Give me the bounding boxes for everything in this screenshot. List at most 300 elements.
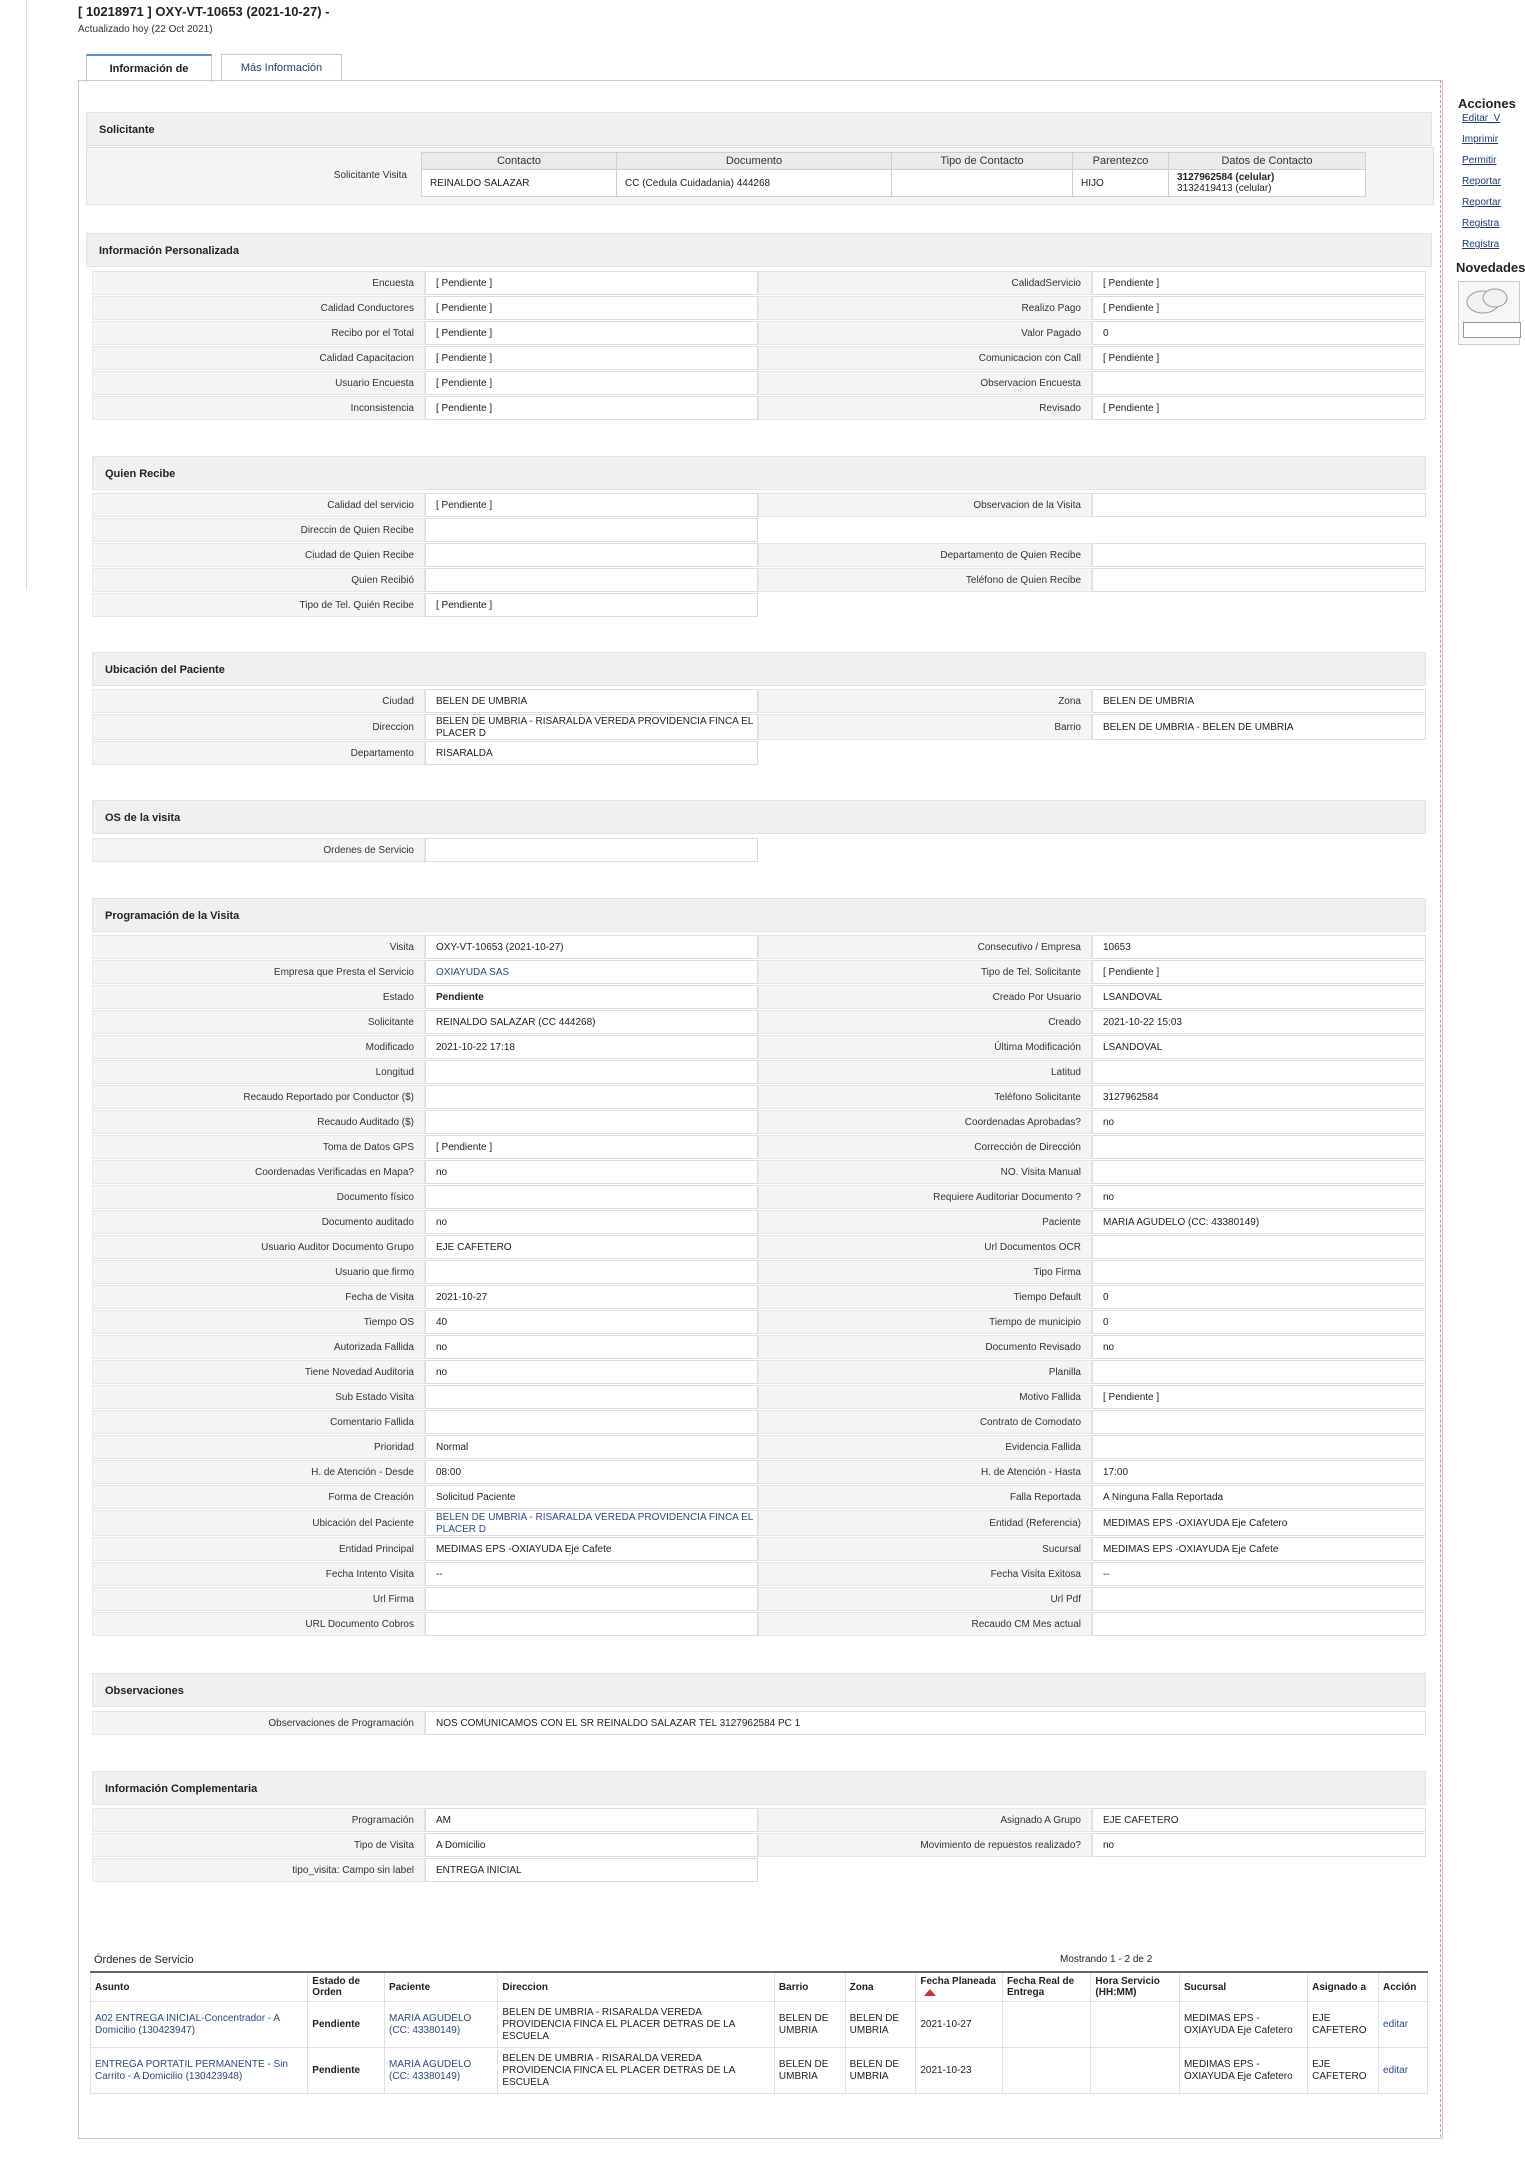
field-value: Normal	[425, 1435, 758, 1459]
cell-asunto[interactable]: ENTREGA PORTATIL PERMANENTE - Sin Carrito - A Domicilio (130423948)	[91, 2048, 308, 2094]
field-label: H. de Atención - Desde	[92, 1460, 425, 1484]
field-value: no	[1092, 1110, 1426, 1134]
field-label: Sucursal	[758, 1537, 1092, 1561]
section-title: Solicitante	[99, 124, 155, 136]
field-label: Estado	[92, 985, 425, 1009]
field-label: Falla Reportada	[758, 1485, 1092, 1509]
sidebar-divider	[1440, 80, 1441, 2137]
page-title: [ 10218971 ] OXY-VT-10653 (2021-10-27) -	[78, 4, 330, 19]
field-label: Observaciones de Programación	[92, 1711, 425, 1735]
field-label: Empresa que Presta el Servicio	[92, 960, 425, 984]
form-row	[92, 1385, 1426, 1410]
field-label: Calidad Conductores	[92, 296, 425, 320]
action-link[interactable]: Editar_V	[1462, 113, 1501, 124]
col-header[interactable]: Barrio	[774, 1972, 845, 2002]
field-value: no	[1092, 1833, 1426, 1857]
contact-relationship: HIJO	[1073, 170, 1169, 197]
field-value: [ Pendiente ]	[425, 493, 758, 517]
actions-sidebar	[1456, 96, 1525, 345]
field-value	[425, 1612, 758, 1636]
ordenes-table	[90, 1971, 1428, 2094]
col-header: Tipo de Contacto	[892, 153, 1073, 170]
col-header[interactable]: Asignado a	[1308, 1972, 1379, 2002]
field-label: Barrio	[758, 714, 1092, 740]
field-label: Documento auditado	[92, 1210, 425, 1234]
field-value: 17:00	[1092, 1460, 1426, 1484]
form-row	[92, 985, 1426, 1010]
field-label: Calidad Capacitacion	[92, 346, 425, 370]
field-label: Zona	[758, 689, 1092, 713]
form-row	[92, 396, 1426, 421]
field-label: Recaudo Auditado ($)	[92, 1110, 425, 1134]
col-header[interactable]: Zona	[845, 1972, 916, 2002]
section-title: Quien Recibe	[105, 468, 176, 480]
col-header: Parentezco	[1073, 153, 1169, 170]
programacion-grid	[92, 935, 1426, 1637]
field-value	[425, 1110, 758, 1134]
form-row	[92, 1335, 1426, 1360]
field-value	[1092, 1612, 1426, 1636]
field-label: Valor Pagado	[758, 321, 1092, 345]
form-row	[92, 960, 1426, 985]
form-row	[92, 714, 1426, 741]
field-label: Teléfono Solicitante	[758, 1085, 1092, 1109]
cell-fecha-real	[1002, 2002, 1090, 2048]
action-link[interactable]: Reportar	[1462, 197, 1501, 208]
form-row	[92, 1562, 1426, 1587]
field-label: Comentario Fallida	[92, 1410, 425, 1434]
field-value	[425, 1587, 758, 1611]
field-label: Fecha de Visita	[92, 1285, 425, 1309]
field-value: [ Pendiente ]	[1092, 1385, 1426, 1409]
section-title: Observaciones	[105, 1685, 184, 1697]
field-label: Usuario Encuesta	[92, 371, 425, 395]
form-row	[92, 1035, 1426, 1060]
cell-fecha-planeada: 2021-10-23	[916, 2048, 1003, 2094]
ubicacion-grid	[92, 689, 1426, 766]
form-row	[92, 1285, 1426, 1310]
field-label: Asignado A Grupo	[758, 1808, 1092, 1832]
cell-asunto[interactable]: A02 ENTREGA INICIAL-Concentrador - A Domicilio (130423947)	[91, 2002, 308, 2048]
edit-link[interactable]: editar	[1379, 2002, 1428, 2048]
cell-estado: Pendiente	[308, 2002, 385, 2048]
field-label: Teléfono de Quien Recibe	[758, 568, 1092, 592]
tab-mas-informacion[interactable]: Más Información	[221, 54, 342, 81]
form-row	[92, 518, 1426, 543]
field-value: [ Pendiente ]	[425, 346, 758, 370]
form-row	[92, 493, 1426, 518]
field-value: --	[425, 1562, 758, 1586]
field-label: Url Documentos OCR	[758, 1235, 1092, 1259]
field-label: Ubicación del Paciente	[92, 1510, 425, 1536]
form-row	[92, 1808, 1426, 1833]
action-link[interactable]: Reportar	[1462, 176, 1501, 187]
field-value	[1092, 1435, 1426, 1459]
section-os-visita	[92, 800, 1426, 834]
field-label: Tiempo OS	[92, 1310, 425, 1334]
field-label: Toma de Datos GPS	[92, 1135, 425, 1159]
contact-table	[421, 152, 1366, 197]
section-title: OS de la visita	[105, 812, 181, 824]
pagination-info: Mostrando 1 - 2 de 2	[1060, 1954, 1153, 1965]
field-label: Creado Por Usuario	[758, 985, 1092, 1009]
field-value: no	[425, 1335, 758, 1359]
field-label: Tipo de Tel. Quién Recibe	[92, 593, 425, 617]
form-row	[92, 1135, 1426, 1160]
field-value	[1092, 371, 1426, 395]
field-value	[425, 1410, 758, 1434]
field-label: Entidad (Referencia)	[758, 1510, 1092, 1536]
field-label: Observacion Encuesta	[758, 371, 1092, 395]
contact-phone-1: 3127962584 (celular)	[1177, 172, 1275, 183]
field-label: Longitud	[92, 1060, 425, 1084]
tab-informacion[interactable]: Información de	[86, 54, 212, 82]
form-row	[92, 1310, 1426, 1335]
form-row	[92, 1235, 1426, 1260]
field-label: Visita	[92, 935, 425, 959]
field-value	[1092, 543, 1426, 567]
section-quien-recibe	[92, 456, 1426, 490]
field-value: [ Pendiente ]	[425, 271, 758, 295]
field-value: MEDIMAS EPS -OXIAYUDA Eje Cafete	[425, 1537, 758, 1561]
quien-recibe-grid	[92, 493, 1426, 618]
field-label: Motivo Fallida	[758, 1385, 1092, 1409]
observaciones-grid	[92, 1711, 1426, 1736]
col-header[interactable]: Sucursal	[1179, 1972, 1307, 2002]
field-label: Coordenadas Verificadas en Mapa?	[92, 1160, 425, 1184]
field-label: tipo_visita: Campo sin label	[92, 1858, 425, 1882]
field-label: NO. Visita Manual	[758, 1160, 1092, 1184]
field-label: Quien Recibió	[92, 568, 425, 592]
left-divider	[26, 0, 27, 590]
field-value: [ Pendiente ]	[425, 321, 758, 345]
field-label: Tipo de Visita	[92, 1833, 425, 1857]
form-row	[92, 321, 1426, 346]
field-value: [ Pendiente ]	[1092, 960, 1426, 984]
field-label: Entidad Principal	[92, 1537, 425, 1561]
section-info-personalizada	[86, 233, 1432, 267]
form-row	[92, 1587, 1426, 1612]
field-value	[1092, 1135, 1426, 1159]
cell-fecha-planeada: 2021-10-27	[916, 2002, 1003, 2048]
form-row	[92, 296, 1426, 321]
section-solicitante	[86, 112, 1432, 146]
field-label: Requiere Auditoriar Documento ?	[758, 1185, 1092, 1209]
field-label: Recaudo CM Mes actual	[758, 1612, 1092, 1636]
form-row	[92, 1711, 1426, 1736]
cell-zona: BELEN DE UMBRIA	[845, 2002, 916, 2048]
section-ubicacion	[92, 652, 1426, 686]
field-label: Forma de Creación	[92, 1485, 425, 1509]
field-value: MEDIMAS EPS -OXIAYUDA Eje Cafetero	[1092, 1510, 1426, 1536]
field-label: Programación	[92, 1808, 425, 1832]
novedades-box	[1458, 281, 1520, 345]
field-label: H. de Atención - Hasta	[758, 1460, 1092, 1484]
field-value: no	[1092, 1185, 1426, 1209]
field-label: Direccion	[92, 714, 425, 740]
field-value: 10653	[1092, 935, 1426, 959]
field-value: [ Pendiente ]	[425, 371, 758, 395]
field-label: Departamento de Quien Recibe	[758, 543, 1092, 567]
field-value	[425, 1085, 758, 1109]
form-row	[92, 1612, 1426, 1637]
field-value: MARIA AGUDELO (CC: 43380149)	[1092, 1210, 1426, 1234]
field-label: Planilla	[758, 1360, 1092, 1384]
field-value: 0	[1092, 1310, 1426, 1334]
field-label: Contrato de Comodato	[758, 1410, 1092, 1434]
field-value: no	[425, 1160, 758, 1184]
info-personalizada-grid	[92, 271, 1426, 421]
form-row	[92, 1435, 1426, 1460]
field-label: Tiene Novedad Auditoria	[92, 1360, 425, 1384]
field-label: Revisado	[758, 396, 1092, 420]
solicitante-label: Solicitante Visita	[333, 170, 407, 181]
form-row	[92, 1410, 1426, 1435]
form-row	[92, 838, 1426, 863]
field-label: Encuesta	[92, 271, 425, 295]
field-value	[1092, 1060, 1426, 1084]
field-value: [ Pendiente ]	[425, 296, 758, 320]
col-header: Datos de Contacto	[1169, 153, 1366, 170]
field-label: Movimiento de repuestos realizado?	[758, 1833, 1092, 1857]
field-label: Comunicacion con Call	[758, 346, 1092, 370]
action-link[interactable]: Registra	[1462, 218, 1500, 229]
cell-barrio: BELEN DE UMBRIA	[774, 2002, 845, 2048]
field-label: Usuario Auditor Documento Grupo	[92, 1235, 425, 1259]
field-value	[425, 1385, 758, 1409]
cell-zona: BELEN DE UMBRIA	[845, 2048, 916, 2094]
solicitante-block	[86, 147, 1434, 205]
form-row	[92, 1260, 1426, 1285]
form-row	[92, 543, 1426, 568]
form-row	[92, 935, 1426, 960]
cell-asignado: EJE CAFETERO	[1308, 2002, 1379, 2048]
field-value: RISARALDA	[425, 741, 758, 765]
cell-sucursal: MEDIMAS EPS -OXIAYUDA Eje Cafetero	[1179, 2048, 1307, 2094]
field-value	[1092, 1260, 1426, 1284]
field-value: 0	[1092, 1285, 1426, 1309]
field-value	[425, 543, 758, 567]
field-value: [ Pendiente ]	[1092, 396, 1426, 420]
field-label: Ordenes de Servicio	[92, 838, 425, 862]
edit-link[interactable]: editar	[1379, 2048, 1428, 2094]
field-value	[1092, 1235, 1426, 1259]
form-row	[92, 568, 1426, 593]
section-title: Información Personalizada	[99, 245, 239, 257]
cell-direccion: BELEN DE UMBRIA - RISARALDA VEREDA PROVIDENCIA FINCA EL PLACER DETRAS DE LA ESCUELA	[498, 2048, 775, 2094]
field-value	[425, 1185, 758, 1209]
form-row	[92, 1010, 1426, 1035]
field-label: Latitud	[758, 1060, 1092, 1084]
field-value: AM	[425, 1808, 758, 1832]
updated-text: Actualizado hoy (22 Oct 2021)	[78, 24, 213, 35]
field-value: 3127962584	[1092, 1085, 1426, 1109]
form-row	[92, 1110, 1426, 1135]
cell-asignado: EJE CAFETERO	[1308, 2048, 1379, 2094]
field-label: Tiempo Default	[758, 1285, 1092, 1309]
field-value: Solicitud Paciente	[425, 1485, 758, 1509]
table-row	[91, 2002, 1428, 2048]
form-row	[92, 1360, 1426, 1385]
field-value: 2021-10-27	[425, 1285, 758, 1309]
field-value: Pendiente	[425, 985, 758, 1009]
field-label: Inconsistencia	[92, 396, 425, 420]
actions-title: Acciones	[1458, 96, 1516, 111]
field-value	[425, 518, 758, 542]
contact-name: REINALDO SALAZAR	[422, 170, 617, 197]
field-value: 0	[1092, 321, 1426, 345]
form-row	[92, 1833, 1426, 1858]
cell-hora	[1091, 2002, 1180, 2048]
field-value	[425, 838, 758, 862]
field-label: Departamento	[92, 741, 425, 765]
form-row	[92, 1185, 1426, 1210]
col-header[interactable]: Asunto	[91, 1972, 308, 2002]
field-label: Usuario que firmo	[92, 1260, 425, 1284]
field-label: Fecha Visita Exitosa	[758, 1562, 1092, 1586]
action-link[interactable]: Registra	[1462, 239, 1500, 250]
col-header[interactable]: Direccion	[498, 1972, 775, 2002]
contact-data	[1169, 170, 1366, 197]
field-value: ENTREGA INICIAL	[425, 1858, 758, 1882]
field-label: Autorizada Fallida	[92, 1335, 425, 1359]
field-label: Modificado	[92, 1035, 425, 1059]
action-link[interactable]: Imprimir	[1462, 134, 1499, 145]
field-value: BELEN DE UMBRIA	[1092, 689, 1426, 713]
cloud-icon	[1461, 284, 1521, 324]
os-visita-grid	[92, 838, 1426, 863]
col-header-sorted[interactable]	[916, 1972, 1003, 2002]
form-row	[92, 1085, 1426, 1110]
field-label: Tipo de Tel. Solicitante	[758, 960, 1092, 984]
field-value: no	[425, 1360, 758, 1384]
ordenes-title: Órdenes de Servicio	[94, 1954, 194, 1966]
field-label: Coordenadas Aprobadas?	[758, 1110, 1092, 1134]
section-observaciones	[92, 1673, 1426, 1707]
field-label: Consecutivo / Empresa	[758, 935, 1092, 959]
cell-paciente[interactable]: MARIA AGUDELO (CC: 43380149)	[385, 2002, 498, 2048]
field-label: Documento físico	[92, 1185, 425, 1209]
field-value: BELEN DE UMBRIA - RISARALDA VEREDA PROVIDENCIA FINCA EL PLACER D	[425, 714, 758, 740]
form-row	[92, 1160, 1426, 1185]
form-row	[92, 741, 1426, 766]
col-header[interactable]: Estado de Orden	[308, 1972, 385, 2002]
action-link[interactable]: Permitir	[1462, 155, 1497, 166]
field-value: [ Pendiente ]	[1092, 346, 1426, 370]
field-label: Paciente	[758, 1210, 1092, 1234]
field-value: [ Pendiente ]	[425, 593, 758, 617]
field-value: A Domicilio	[425, 1833, 758, 1857]
field-value: 08:00	[425, 1460, 758, 1484]
cell-direccion: BELEN DE UMBRIA - RISARALDA VEREDA PROVIDENCIA FINCA EL PLACER DETRAS DE LA ESCUELA	[498, 2002, 775, 2048]
field-value: [ Pendiente ]	[1092, 296, 1426, 320]
field-value: BELEN DE UMBRIA - BELEN DE UMBRIA	[1092, 714, 1426, 740]
col-header: Documento	[617, 153, 892, 170]
field-value	[1092, 1410, 1426, 1434]
field-label: Creado	[758, 1010, 1092, 1034]
table-row	[91, 2048, 1428, 2094]
form-row	[92, 1460, 1426, 1485]
field-label: Calidad del servicio	[92, 493, 425, 517]
field-value: EJE CAFETERO	[425, 1235, 758, 1259]
field-label: Documento Revisado	[758, 1335, 1092, 1359]
field-label: URL Documento Cobros	[92, 1612, 425, 1636]
cell-hora	[1091, 2048, 1180, 2094]
field-value: no	[425, 1210, 758, 1234]
cell-sucursal: MEDIMAS EPS -OXIAYUDA Eje Cafetero	[1179, 2002, 1307, 2048]
field-label: CalidadServicio	[758, 271, 1092, 295]
field-value: BELEN DE UMBRIA - RISARALDA VEREDA PROVIDENCIA FINCA EL PLACER D	[425, 1510, 758, 1536]
field-value: no	[1092, 1335, 1426, 1359]
field-value	[425, 568, 758, 592]
section-programacion	[92, 898, 1426, 932]
field-label: Observacion de la Visita	[758, 493, 1092, 517]
field-label: Corrección de Dirección	[758, 1135, 1092, 1159]
field-label: Sub Estado Visita	[92, 1385, 425, 1409]
field-value: MEDIMAS EPS -OXIAYUDA Eje Cafete	[1092, 1537, 1426, 1561]
novedades-title: Novedades	[1456, 260, 1525, 275]
form-row	[92, 1210, 1426, 1235]
col-header-label: Fecha Planeada	[920, 1976, 996, 1987]
cell-estado: Pendiente	[308, 2048, 385, 2094]
field-value: A Ninguna Falla Reportada	[1092, 1485, 1426, 1509]
field-label: Prioridad	[92, 1435, 425, 1459]
cell-paciente[interactable]: MARIA AGUDELO (CC: 43380149)	[385, 2048, 498, 2094]
field-label: Tipo Firma	[758, 1260, 1092, 1284]
col-header: Acción	[1379, 1972, 1428, 2002]
field-value: LSANDOVAL	[1092, 1035, 1426, 1059]
field-value: [ Pendiente ]	[425, 1135, 758, 1159]
complementaria-grid	[92, 1808, 1426, 1883]
field-value: 2021-10-22 17:18	[425, 1035, 758, 1059]
contact-phone-2: 3132419413 (celular)	[1177, 183, 1272, 194]
field-value	[1092, 493, 1426, 517]
field-value: OXY-VT-10653 (2021-10-27)	[425, 935, 758, 959]
cell-barrio: BELEN DE UMBRIA	[774, 2048, 845, 2094]
form-row	[92, 346, 1426, 371]
col-header[interactable]: Fecha Real de Entrega	[1002, 1972, 1090, 2002]
form-row	[92, 689, 1426, 714]
form-row	[92, 1485, 1426, 1510]
field-value	[1092, 1587, 1426, 1611]
field-value	[1092, 568, 1426, 592]
section-title: Información Complementaria	[105, 1783, 258, 1795]
field-value	[1092, 1160, 1426, 1184]
field-value: OXIAYUDA SAS	[425, 960, 758, 984]
sort-ascending-icon	[924, 1989, 936, 1996]
form-row	[92, 1537, 1426, 1562]
field-label: Url Firma	[92, 1587, 425, 1611]
field-label: Solicitante	[92, 1010, 425, 1034]
novedad-input[interactable]	[1463, 322, 1521, 338]
contact-type	[892, 170, 1073, 197]
field-label: Recaudo Reportado por Conductor ($)	[92, 1085, 425, 1109]
field-value: --	[1092, 1562, 1426, 1586]
col-header[interactable]: Paciente	[385, 1972, 498, 2002]
field-label: Evidencia Fallida	[758, 1435, 1092, 1459]
contact-document: CC (Cedula Cuidadania) 444268	[617, 170, 892, 197]
field-label: Recibo por el Total	[92, 321, 425, 345]
cell-fecha-real	[1002, 2048, 1090, 2094]
field-value: 40	[425, 1310, 758, 1334]
col-header[interactable]: Hora Servicio (HH:MM)	[1091, 1972, 1180, 2002]
field-value: REINALDO SALAZAR (CC 444268)	[425, 1010, 758, 1034]
field-value: EJE CAFETERO	[1092, 1808, 1426, 1832]
field-value	[1092, 1360, 1426, 1384]
field-value	[425, 1260, 758, 1284]
field-label: Ciudad	[92, 689, 425, 713]
col-header: Contacto	[422, 153, 617, 170]
